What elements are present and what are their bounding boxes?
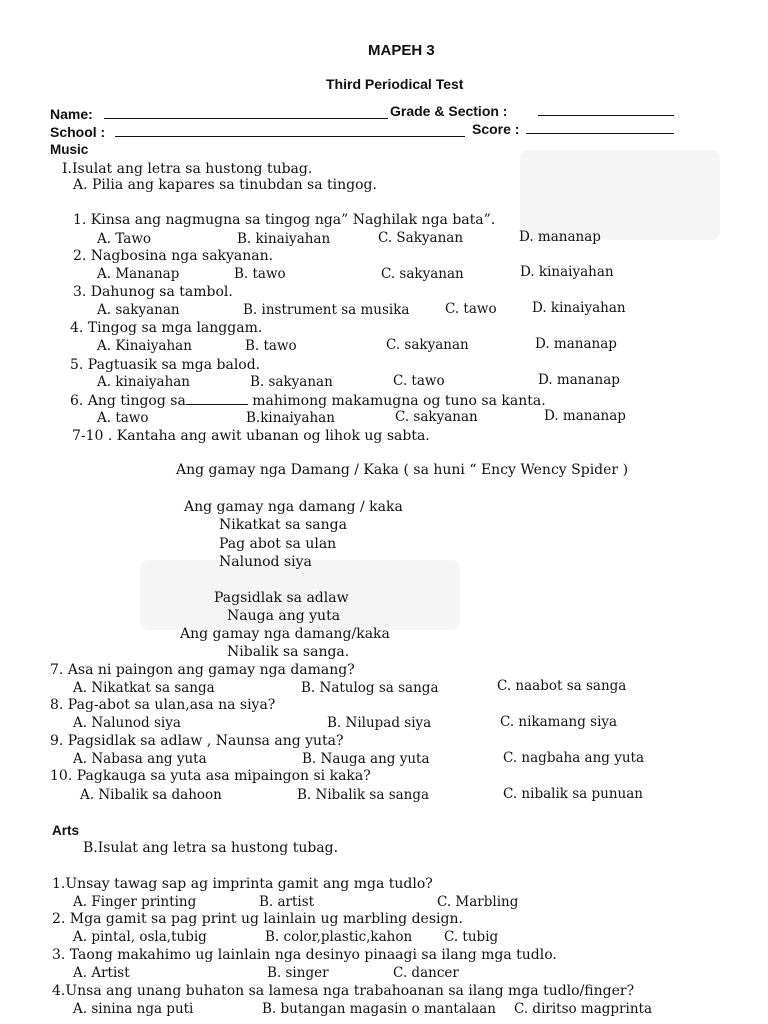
option-a[interactable]: A. Nibalik sa dahoon xyxy=(80,787,222,803)
option-c[interactable]: C. sakyanan xyxy=(386,337,469,353)
option-a[interactable]: A. Nikatkat sa sanga xyxy=(73,680,215,696)
arts-question-4: 4.Unsa ang unang buhaton sa lamesa nga trabahoanan sa ilang mga tudlo/finger? xyxy=(52,983,635,999)
school-field[interactable] xyxy=(115,124,465,137)
option-c[interactable]: C. Sakyanan xyxy=(378,230,464,246)
option-a[interactable]: A. sinina nga puti xyxy=(73,1001,194,1017)
arts-question-3: 3. Taong makahimo ug lainlain nga desinyo pinaagi sa ilang mga tudlo. xyxy=(52,947,557,963)
name-field[interactable] xyxy=(104,106,388,119)
option-a[interactable]: A. sakyanan xyxy=(97,302,180,318)
option-d[interactable]: D. mananap xyxy=(538,372,620,388)
option-c[interactable]: C. Marbling xyxy=(437,894,519,910)
option-b[interactable]: B. Nibalik sa sanga xyxy=(297,787,430,803)
arts-heading: Arts xyxy=(52,823,80,838)
option-d[interactable]: D. mananap xyxy=(535,336,617,352)
name-label: Name: xyxy=(50,106,93,122)
music-question-6 xyxy=(70,392,546,409)
option-a[interactable]: A. Tawo xyxy=(97,231,152,247)
music-question-1: 1. Kinsa ang nagmugna sa tingog nga” Naghilak nga bata”. xyxy=(73,212,496,228)
song-question-7: 7. Asa ni paingon ang gamay nga damang? xyxy=(50,662,355,678)
arts-instruction: B.Isulat ang letra sa hustong tubag. xyxy=(83,840,339,856)
option-a[interactable]: A. Finger printing xyxy=(73,894,197,910)
option-d[interactable]: D. kinaiyahan xyxy=(532,300,626,316)
option-c[interactable]: C. tawo xyxy=(445,301,497,317)
song-line: Pag abot sa ulan xyxy=(219,536,337,552)
option-b[interactable]: B. tawo xyxy=(245,338,297,354)
page-subtitle: Third Periodical Test xyxy=(326,76,464,92)
option-d[interactable]: D. kinaiyahan xyxy=(520,264,614,280)
option-d[interactable]: D. mananap xyxy=(519,229,601,245)
option-b[interactable]: B. kinaiyahan xyxy=(237,231,331,247)
question-text: 6. Ang tingog sa xyxy=(70,393,186,409)
music-instruction-2: A. Pilia ang kapares sa tinubdan sa tingog. xyxy=(73,177,377,193)
option-c[interactable]: C. dancer xyxy=(393,965,459,981)
option-c[interactable]: C. nagbaha ang yuta xyxy=(503,750,645,766)
option-c[interactable]: C. diritso magprinta xyxy=(514,1001,653,1017)
option-b[interactable]: B. artist xyxy=(259,894,315,910)
song-line: Ang gamay nga damang/kaka xyxy=(180,626,390,642)
option-a[interactable]: A. Artist xyxy=(73,965,130,981)
page-title: MAPEH 3 xyxy=(368,42,435,59)
song-line: Nibalik sa sanga. xyxy=(227,644,350,660)
option-a[interactable]: A. Nabasa ang yuta xyxy=(73,751,207,767)
arts-question-1: 1.Unsay tawag sap ag imprinta gamit ang mga tudlo? xyxy=(52,876,433,892)
option-c[interactable]: C. sakyanan xyxy=(395,409,478,425)
option-d[interactable]: D. mananap xyxy=(544,408,626,424)
song-question-10: 10. Pagkauga sa yuta asa mipaingon si kaka? xyxy=(50,768,371,784)
song-line: Pagsidlak sa adlaw xyxy=(214,590,349,606)
song-title: Ang gamay nga Damang / Kaka ( sa huni “ Ency Wency Spider ) xyxy=(176,462,629,478)
question-text: mahimong makamugna og tuno sa kanta. xyxy=(247,393,546,409)
grade-section-label: Grade & Section : xyxy=(390,103,508,119)
music-question-5: 5. Pagtuasik sa mga balod. xyxy=(70,357,261,373)
option-a[interactable]: A. Nalunod siya xyxy=(73,715,181,731)
music-question-4: 4. Tingog sa mga langgam. xyxy=(70,320,263,336)
arts-question-2: 2. Mga gamit sa pag print ug lainlain ug marbling design. xyxy=(52,911,463,927)
option-b[interactable]: B. singer xyxy=(267,965,329,981)
grade-section-field[interactable] xyxy=(538,103,674,116)
score-label: Score : xyxy=(472,121,520,137)
option-b[interactable]: B. Nilupad siya xyxy=(327,715,432,731)
option-c[interactable]: C. nibalik sa punuan xyxy=(503,786,643,802)
option-b[interactable]: B. butangan magasin o mantalaan xyxy=(262,1001,497,1017)
music-instruction-1: I.Isulat ang letra sa hustong tubag. xyxy=(62,161,313,177)
option-b[interactable]: B. tawo xyxy=(234,266,286,282)
music-heading: Music xyxy=(50,142,89,157)
score-field[interactable] xyxy=(526,121,674,134)
option-b[interactable]: B. Nauga ang yuta xyxy=(302,751,430,767)
option-a[interactable]: A. tawo xyxy=(97,410,149,426)
option-b[interactable]: B. sakyanan xyxy=(250,374,333,390)
option-c[interactable]: C. nikamang siya xyxy=(500,714,618,730)
option-a[interactable]: A. pintal, osla,tubig xyxy=(73,929,207,945)
answer-blank[interactable] xyxy=(186,392,248,405)
song-question-9: 9. Pagsidlak sa adlaw , Naunsa ang yuta? xyxy=(50,733,344,749)
music-question-3: 3. Dahunog sa tambol. xyxy=(73,284,233,300)
option-b[interactable]: B. color,plastic,kahon xyxy=(265,929,413,945)
music-question-7-10: 7-10 . Kantaha ang awit ubanan og lihok ug sabta. xyxy=(72,428,430,444)
music-question-2: 2. Nagbosina nga sakyanan. xyxy=(73,248,274,264)
song-line: Nauga ang yuta xyxy=(227,608,341,624)
option-c[interactable]: C. sakyanan xyxy=(381,266,464,282)
option-b[interactable]: B. instrument sa musika xyxy=(243,302,410,318)
option-c[interactable]: C. tubig xyxy=(444,929,499,945)
option-a[interactable]: A. Kinaiyahan xyxy=(97,338,192,354)
bleed-through-smudge xyxy=(520,150,720,240)
option-a[interactable]: A. kinaiyahan xyxy=(97,374,191,390)
song-line: Ang gamay nga damang / kaka xyxy=(184,499,403,515)
option-c[interactable]: C. naabot sa sanga xyxy=(497,678,627,694)
option-b[interactable]: B.kinaiyahan xyxy=(246,410,335,426)
option-a[interactable]: A. Mananap xyxy=(97,266,180,282)
option-c[interactable]: C. tawo xyxy=(393,373,445,389)
song-question-8: 8. Pag-abot sa ulan,asa na siya? xyxy=(50,697,276,713)
song-line: Nalunod siya xyxy=(219,554,312,570)
option-b[interactable]: B. Natulog sa sanga xyxy=(301,680,439,696)
school-label: School : xyxy=(50,124,106,140)
song-line: Nikatkat sa sanga xyxy=(219,517,347,533)
